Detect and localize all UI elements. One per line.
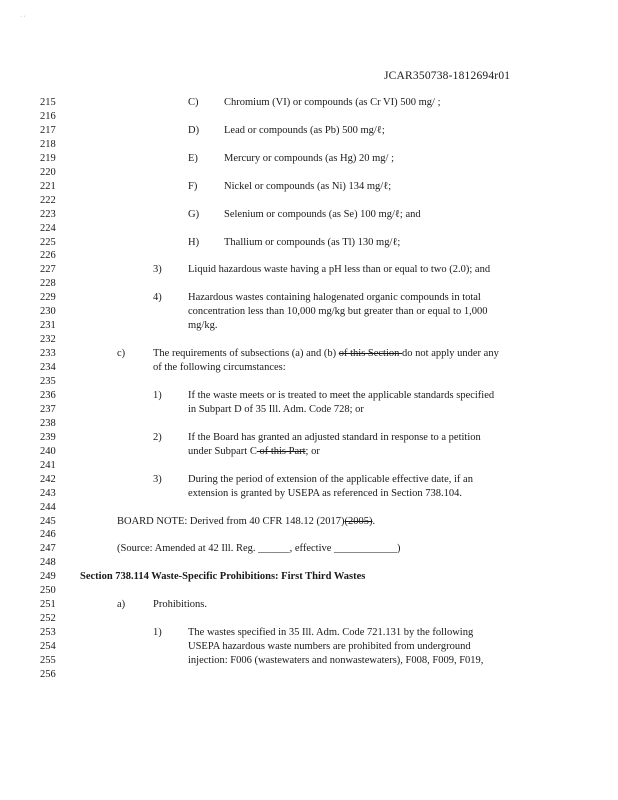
text-segment: concentration less than 10,000 mg/kg but greater than or equal to 1,000: [188, 306, 488, 318]
text-segment: 1): [153, 389, 162, 401]
text-segment: of the following circumstances:: [153, 362, 286, 374]
line-number: 221: [40, 180, 56, 192]
line-number: 240: [40, 445, 56, 457]
text-segment: under Subpart C: [188, 445, 257, 457]
line-text: [117, 516, 375, 527]
text-segment: Liquid hazardous waste having a pH less than or equal to two (2.0); and: [188, 264, 491, 276]
line-text: [188, 404, 364, 415]
text-segment: Mercury or compounds (as Hg) 20 mg/ ;: [224, 152, 395, 164]
line-number: 245: [40, 515, 56, 527]
line-text: [188, 125, 199, 136]
text-segment: Prohibitions.: [153, 599, 207, 611]
line-number: 229: [40, 292, 56, 304]
text-segment: extension is granted by USEPA as referenced in Section 738.104.: [188, 487, 463, 499]
line-number: 235: [40, 376, 56, 387]
line-number: 226: [40, 250, 56, 262]
line-text: [188, 446, 320, 457]
deleted-text: of this Part: [256, 445, 306, 457]
line-text: [188, 237, 199, 248]
line-number: 238: [40, 417, 56, 429]
text-segment: If the Board has granted an adjusted standard in response to a petition: [188, 431, 481, 443]
line-number: 223: [40, 208, 56, 220]
line-number: 216: [40, 110, 56, 122]
text-segment: E): [188, 152, 198, 164]
line-text: [117, 348, 125, 359]
line-text: [188, 97, 199, 108]
text-segment: C): [188, 97, 199, 108]
text-segment: Hazardous wastes containing halogenated organic compounds in total: [188, 292, 481, 304]
line-number: 220: [40, 166, 56, 178]
line-number: 256: [40, 668, 56, 680]
text-segment: D): [188, 124, 200, 136]
line-number: 236: [40, 389, 56, 401]
document-id-header: JCAR350738-1812694r01: [384, 70, 511, 82]
text-segment: c): [117, 348, 126, 360]
text-segment: in Subpart D of 35 Ill. Adm. Code 728; or: [188, 403, 364, 415]
line-text: [188, 474, 473, 485]
text-segment: mg/kg.: [188, 320, 218, 332]
text-segment: .: [372, 515, 376, 527]
line-text: [153, 432, 162, 443]
line-number: 253: [40, 627, 56, 639]
text-segment: 2): [153, 431, 162, 443]
line-number: 219: [40, 152, 56, 164]
line-text: [188, 181, 197, 192]
line-number: 241: [40, 459, 56, 471]
line-number: 215: [40, 97, 56, 108]
line-number: 239: [40, 431, 56, 443]
line-number: 228: [40, 278, 56, 290]
scan-mark: · ·: [20, 14, 26, 20]
text-segment: Section 738.114 Waste-Specific Prohibitions: First Third Wastes: [80, 571, 366, 583]
line-text: [188, 488, 462, 499]
text-segment: 3): [153, 473, 162, 485]
line-text: [153, 599, 207, 610]
text-segment: do not apply under any: [402, 348, 499, 360]
line-number: 251: [40, 599, 56, 611]
text-segment: 3): [153, 264, 162, 276]
line-text: [224, 153, 394, 164]
line-text: [224, 209, 421, 220]
line-text: [153, 292, 162, 303]
line-text: [188, 627, 473, 638]
line-number: 222: [40, 194, 56, 206]
text-segment: Nickel or compounds (as Ni) 134 mg/ℓ;: [224, 180, 392, 192]
line-number: 237: [40, 403, 56, 415]
line-text: [188, 153, 198, 164]
text-segment: a): [117, 599, 126, 611]
line-text: [188, 306, 487, 317]
line-text: [188, 209, 199, 220]
text-segment: 4): [153, 292, 162, 304]
line-number: 224: [40, 222, 56, 234]
text-segment: (Source: Amended at 42 Ill. Reg. ______, effective ____________): [117, 543, 401, 555]
text-segment: The requirements of subsections (a) and (b): [153, 348, 339, 360]
text-segment: injection: F006 (wastewaters and nonwastewaters), F008, F009, F019,: [188, 655, 484, 666]
line-text: [224, 97, 441, 108]
text-segment: H): [188, 236, 200, 248]
line-text: [117, 599, 125, 610]
line-text: [153, 390, 162, 401]
text-segment: ; or: [305, 445, 320, 457]
line-number: 231: [40, 320, 56, 332]
line-text: [224, 237, 400, 248]
line-number: 225: [40, 236, 56, 248]
text-segment: The wastes specified in 35 Ill. Adm. Code 721.131 by the following: [188, 627, 474, 639]
line-number: 230: [40, 306, 56, 318]
line-number: 232: [40, 334, 56, 346]
line-text: [153, 627, 162, 638]
line-number: 248: [40, 557, 56, 569]
line-text: [188, 655, 483, 666]
text-segment: 1): [153, 627, 162, 639]
line-number: 218: [40, 138, 56, 150]
line-text: [153, 348, 499, 359]
text-segment: If the waste meets or is treated to meet the applicable standards specified: [188, 389, 495, 401]
text-segment: During the period of extension of the applicable effective date, if an: [188, 473, 473, 485]
line-number: 242: [40, 473, 56, 485]
line-number: 244: [40, 501, 56, 513]
text-segment: BOARD NOTE: Derived from 40 CFR 148.12 (2017): [117, 515, 345, 527]
line-number: 246: [40, 529, 56, 541]
line-number: 254: [40, 641, 56, 653]
text-segment: Thallium or compounds (as Tl) 130 mg/ℓ;: [224, 236, 401, 248]
text-segment: Chromium (VI) or compounds (as Cr VI) 500 mg/ ;: [224, 97, 441, 108]
text-segment: Lead or compounds (as Pb) 500 mg/ℓ;: [224, 124, 385, 136]
line-text: [188, 264, 490, 275]
text-segment: Selenium or compounds (as Se) 100 mg/ℓ; and: [224, 208, 421, 220]
text-segment: F): [188, 180, 198, 192]
section-heading: [80, 571, 365, 582]
line-number: 250: [40, 585, 56, 597]
line-text: [153, 474, 162, 485]
line-text: [117, 543, 401, 554]
line-number: 217: [40, 124, 56, 136]
line-text: [224, 125, 385, 136]
line-text: [153, 362, 286, 373]
line-number: 252: [40, 613, 56, 625]
text-segment: G): [188, 208, 200, 220]
line-text: [188, 292, 481, 303]
deleted-text: (2005): [344, 515, 373, 527]
line-text: [224, 181, 391, 192]
line-number: 255: [40, 655, 56, 666]
line-number: 234: [40, 362, 56, 374]
line-number: 243: [40, 487, 56, 499]
line-number: 233: [40, 348, 56, 360]
line-text: [188, 390, 494, 401]
line-number: 247: [40, 543, 56, 555]
line-text: [153, 264, 162, 275]
line-number: 227: [40, 264, 56, 276]
deleted-text: of this Section: [338, 348, 403, 360]
line-text: [188, 320, 217, 331]
line-text: [188, 641, 471, 652]
line-number: 249: [40, 571, 56, 583]
text-segment: USEPA hazardous waste numbers are prohibited from underground: [188, 641, 471, 653]
line-text: [188, 432, 481, 443]
